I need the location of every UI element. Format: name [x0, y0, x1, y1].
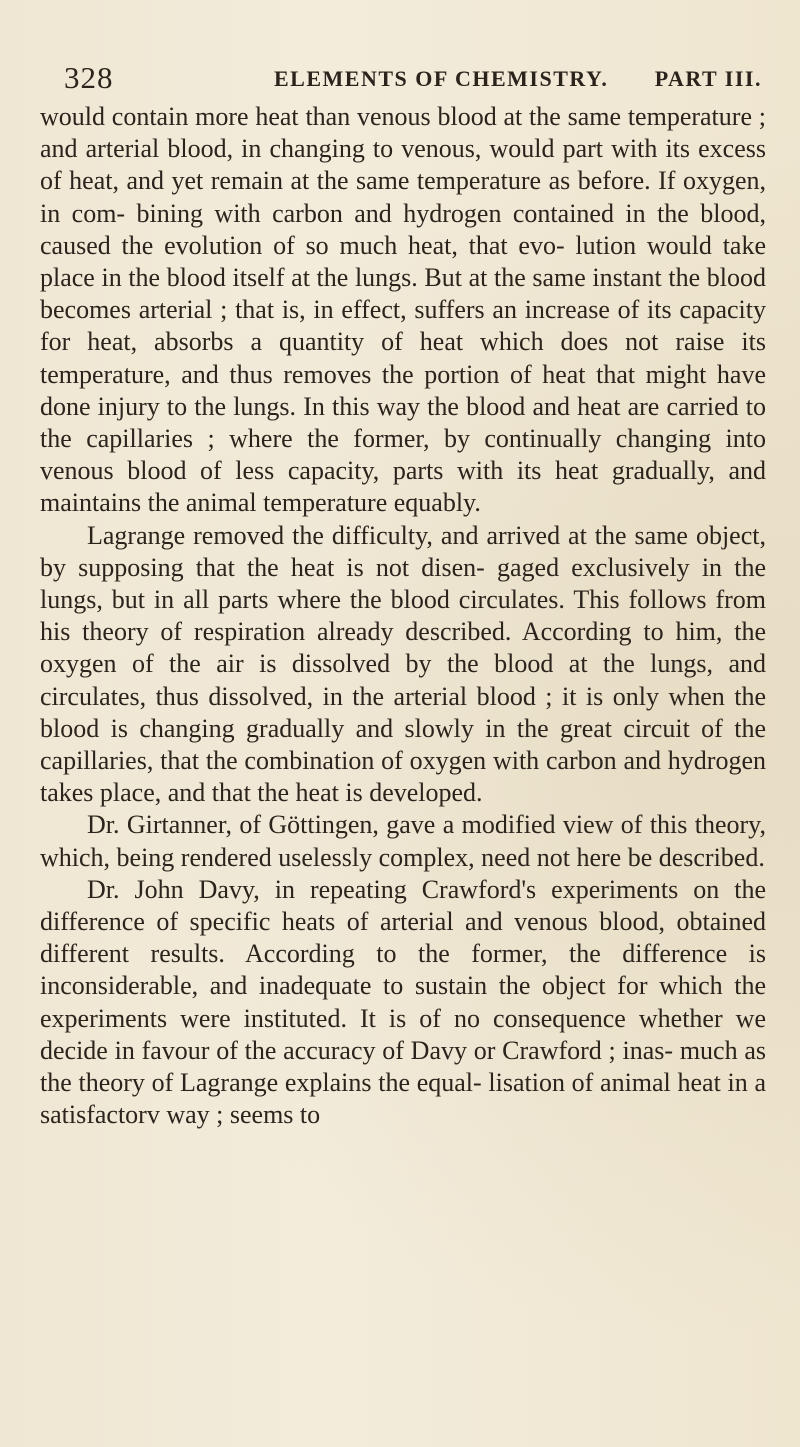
paragraph-davy: Dr. John Davy, in repeating Crawford's experiments on the difference of specific heats of arterial and venous blood, obtained different results. According to the former, the difference is inconsiderable, and inadequate to sustain the object for which the experiments were instituted. It is of no consequence whether we decide in favour of the accuracy of Davy or Crawford ; inas- much as the theory of Lagrange explains the equal- lisation of animal heat in a satisfactorv way ; seems to: [40, 874, 766, 1130]
paragraph-lagrange: Lagrange removed the difficulty, and arrived at the same object, by supposing that the heat is not disen- gaged exclusively in the lungs, but in all parts where the blood circulates. This follows from his theory of respiration already described. According to him, the oxygen of the air is dissolved by the blood at the lungs, and circulates, thus dissolved, in the arterial blood ; it is only when the blood is changing gradually and slowly in the great circuit of the capillaries, that the combination of oxygen with carbon and hydrogen takes place, and that the heat is developed.: [40, 520, 766, 808]
running-head: [64, 60, 762, 100]
part-label: PART III.: [654, 66, 762, 91]
body-text: [40, 101, 766, 1132]
paragraph-girtanner: Dr. Girtanner, of Göttingen, gave a modified view of this theory, which, being rendered uselessly complex, need not here be described.: [40, 810, 766, 872]
page-number: 328: [64, 60, 114, 95]
book-title: ELEMENTS OF CHEMISTRY.: [274, 66, 609, 91]
paragraph-continuation: would contain more heat than venous blood at the same temperature ; and arterial blood, in changing to venous, would part with its excess of heat, and yet remain at the same temperature as before. If oxygen, in com- bining with carbon and hydrogen contained in the blood, caused the evolution of so much heat, that evo- lution would take place in the blood itself at the lungs. But at the same instant the blood becomes arterial ; that is, in effect, suffers an increase of its capacity for heat, absorbs a quantity of heat which does not raise its temperature, and thus removes the portion of heat that might have done injury to the lungs. In this way the blood and heat are carried to the capillaries ; where the former, by continually changing into venous blood of less capacity, parts with its heat gradually, and maintains the animal temperature equably.: [40, 102, 766, 518]
